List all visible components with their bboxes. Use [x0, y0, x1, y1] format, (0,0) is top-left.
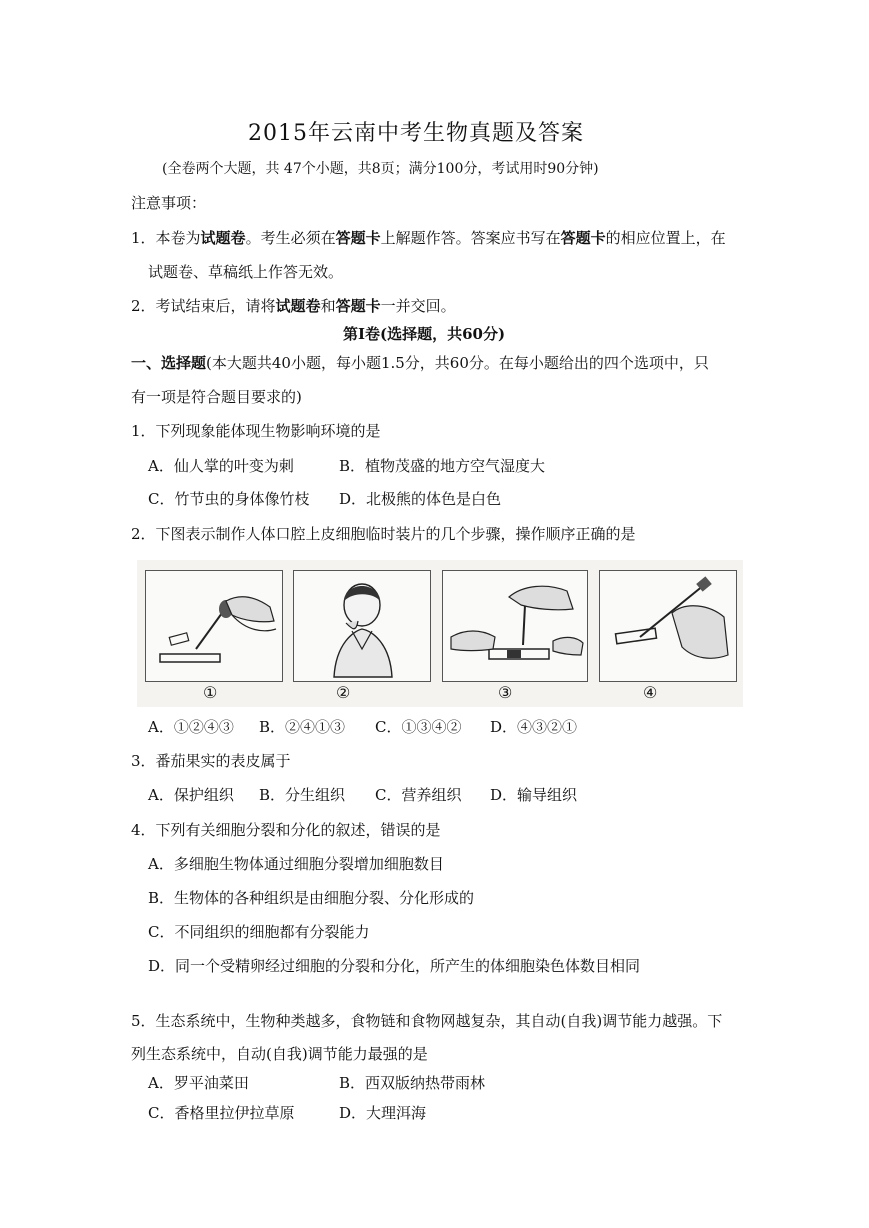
- q5-option-a: A．罗平油菜田: [148, 1074, 249, 1092]
- q3-option-d: D．输导组织: [490, 786, 578, 804]
- emphasis: 答题卡: [335, 297, 381, 315]
- q5-option-b: B．西双版纳热带雨林: [339, 1074, 486, 1092]
- q1-option-b: B．植物茂盛的地方空气湿度大: [339, 457, 546, 475]
- step-label-2: ②: [336, 683, 351, 702]
- question-2-stem: 2．下图表示制作人体口腔上皮细胞临时装片的几个步骤，操作顺序正确的是: [131, 525, 636, 543]
- notice-text: 上解题作答。答案应书写在: [380, 229, 561, 247]
- section-heading: 第Ⅰ卷(选择题，共60分): [343, 325, 506, 343]
- step-label-1: ①: [203, 683, 218, 702]
- q2-option-d: D．④③②①: [490, 718, 578, 736]
- q4-option-c: C．不同组织的细胞都有分裂能力: [148, 923, 370, 941]
- step-2-panel: [293, 570, 431, 682]
- exam-info: (全卷两个大题，共 47个小题，共8页；满分100分，考试用时90分钟): [162, 161, 599, 177]
- emphasis: 试题卷: [200, 229, 246, 247]
- question-5-stem-line2: 列生态系统中，自动(自我)调节能力最强的是: [131, 1045, 428, 1063]
- notice-item-1-line2: 试题卷、草稿纸上作答无效。: [148, 263, 344, 281]
- step-label-4: ④: [643, 683, 658, 702]
- step-3-panel: [442, 570, 588, 682]
- q1-option-d: D．北极熊的体色是白色: [339, 490, 502, 508]
- notice-item-1: [131, 227, 726, 248]
- question-1-stem: 1．下列现象能体现生物影响环境的是: [131, 422, 381, 440]
- emphasis: 答题卡: [560, 229, 606, 247]
- q4-option-d: D．同一个受精卵经过细胞的分裂和分化，所产生的体细胞染色体数目相同: [148, 957, 641, 975]
- procedure-figure: [137, 560, 743, 707]
- question-5-stem: 5．生态系统中，生物种类越多，食物链和食物网越复杂，其自动(自我)调节能力越强。下: [131, 1012, 723, 1030]
- q3-option-c: C．营养组织: [375, 786, 462, 804]
- notice-text: 2．考试结束后，请将: [131, 297, 276, 315]
- student-illustration: [294, 571, 430, 681]
- q1-option-c: C．竹节虫的身体像竹枝: [148, 490, 310, 508]
- step-4-panel: [599, 570, 737, 682]
- q5-option-c: C．香格里拉伊拉草原: [148, 1104, 295, 1122]
- part-intro: [131, 352, 709, 373]
- notice-text: 1．本卷为: [131, 229, 201, 247]
- q4-option-b: B．生物体的各种组织是由细胞分裂、分化形成的: [148, 889, 475, 907]
- emphasis: 答题卡: [335, 229, 381, 247]
- part-intro-line2: 有一项是符合题目要求的): [131, 388, 302, 406]
- q2-option-a: A．①②④③: [148, 718, 234, 736]
- step-label-3: ③: [498, 683, 513, 702]
- q3-option-b: B．分生组织: [259, 786, 346, 804]
- question-4-stem: 4．下列有关细胞分裂和分化的叙述，错误的是: [131, 821, 441, 839]
- cover-slip-illustration: [443, 571, 587, 681]
- stain-illustration: [600, 571, 736, 681]
- part-label: 一、选择题: [131, 354, 207, 372]
- q5-option-d: D．大理洱海: [339, 1104, 427, 1122]
- part-desc: (本大题共40小题，每小题1.5分，共60分。在每小题给出的四个选项中，只: [206, 354, 709, 372]
- notice-heading: 注意事项：: [131, 194, 207, 212]
- page-title: 2015年云南中考生物真题及答案: [248, 121, 584, 146]
- emphasis: 试题卷: [275, 297, 321, 315]
- notice-text: 。考生必须在: [245, 229, 336, 247]
- dropper-slide-illustration: [146, 571, 282, 681]
- notice-text: 和: [320, 297, 336, 315]
- q1-option-a: A．仙人掌的叶变为刺: [148, 457, 294, 475]
- notice-text: 的相应位置上，在: [605, 229, 726, 247]
- q2-option-b: B．②④①③: [259, 718, 346, 736]
- notice-text: 一并交回。: [380, 297, 456, 315]
- question-3-stem: 3．番茄果实的表皮属于: [131, 752, 291, 770]
- q4-option-a: A．多细胞生物体通过细胞分裂增加细胞数目: [148, 855, 444, 873]
- q2-option-c: C．①③④②: [375, 718, 462, 736]
- step-1-panel: [145, 570, 283, 682]
- q3-option-a: A．保护组织: [148, 786, 234, 804]
- notice-item-2: [131, 295, 456, 316]
